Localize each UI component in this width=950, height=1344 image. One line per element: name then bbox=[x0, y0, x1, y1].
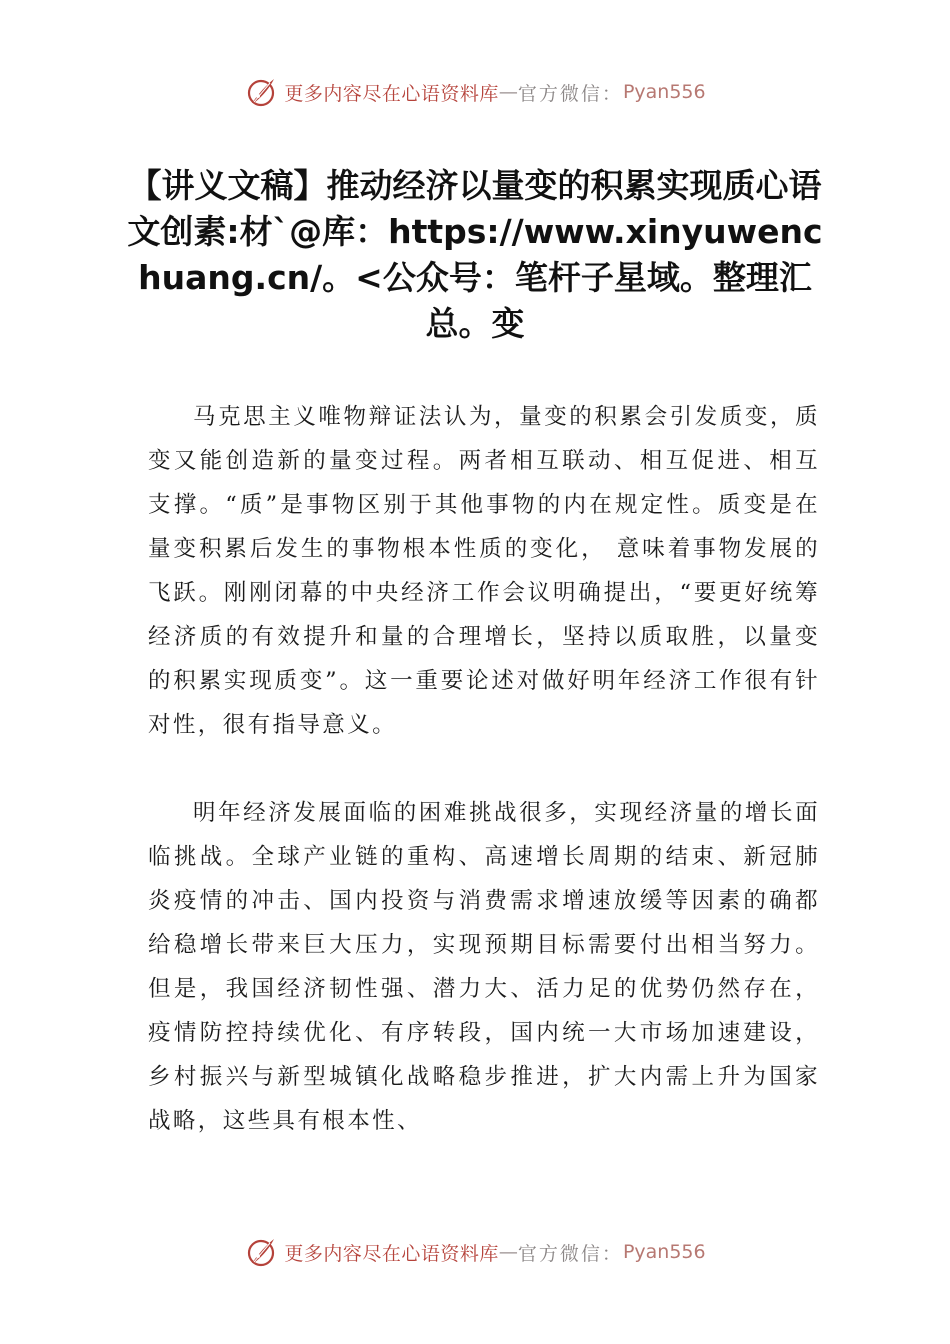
footer-site-name: 更多内容尽在心语资料库 bbox=[284, 1242, 499, 1265]
footer-wechat-label: 官方微信： bbox=[517, 1242, 623, 1265]
footer-separator: — bbox=[498, 1241, 518, 1263]
header-site-name: 更多内容尽在心语资料库 bbox=[284, 82, 499, 105]
document-body bbox=[148, 395, 820, 1143]
footer-wechat-id: Pyan556 bbox=[622, 1241, 706, 1263]
header-separator: — bbox=[498, 81, 518, 103]
paragraph: 明年经济发展面临的困难挑战很多，实现经济量的增长面临挑战。全球产业链的重构、高速增长周期的结束、新冠肺炎疫情的冲击、国内投资与消费需求增速放缓等因素的确都给稳增长带来巨大压力，实现预期目标需要付出相当努力。但是，我国经济韧性强、潜力大、活力足的优势仍然存在，疫情防控持续优化、有序转段，国内统一大市场加速建设，乡村振兴与新型城镇化战略稳步推进，扩大内需上升为国家战略，这些具有根本性、 bbox=[148, 800, 820, 1134]
feather-quill-icon bbox=[244, 1235, 278, 1269]
feather-quill-icon bbox=[244, 75, 278, 109]
header-banner bbox=[0, 72, 950, 112]
header-wechat-label: 官方微信： bbox=[517, 82, 623, 105]
footer-banner bbox=[0, 1232, 950, 1272]
paragraph: 马克思主义唯物辩证法认为，量变的积累会引发质变，质变又能创造新的量变过程。两者相互联动、相互促进、相互支撑。“质”是事物区别于其他事物的内在规定性。质变是在量变积累后发生的事物根本性质的变化， 意味着事物发展的飞跃。刚刚闭幕的中央经济工作会议明确提出，“要更好统筹经济质的有效提升和量的合理增长，坚持以质取胜，以量变的积累实现质变”。这一重要论述对做好明年经济工作很有针对性，很有指导意义。 bbox=[148, 404, 820, 738]
header-wechat-id: Pyan556 bbox=[622, 81, 706, 103]
document-title: 【讲义文稿】推动经济以量变的积累实现质心语文创素:材`@库：https://www.xinyuwenchuang.cn/。<公众号：笔杆子星域。整理汇总。变 bbox=[127, 166, 823, 343]
